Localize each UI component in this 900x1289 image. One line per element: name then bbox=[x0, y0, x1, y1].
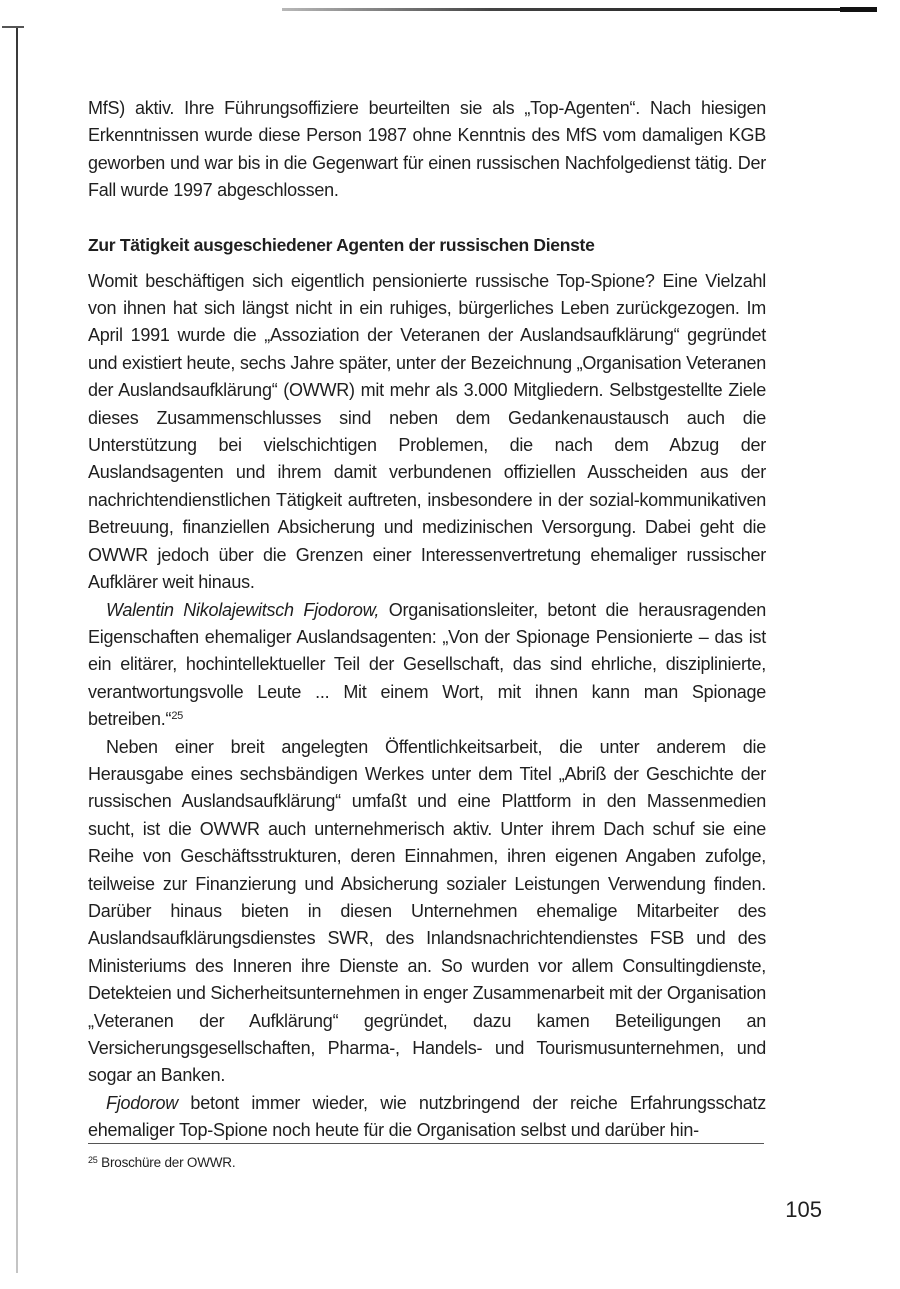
footnote bbox=[88, 1154, 235, 1172]
paragraph-fjodorow-quote-text: Organisationsleiter, betont die herausragenden Eigenschaften ehemaliger Auslandsagenten: „Von der Spionage Pensionierte – das ist ein elitärer, hochintellektueller Teil der Gesellschaft, das sind ehrliche, disziplinierte, verantwortungsvolle Leute ... Mit einem Wort, mit ihnen kann man Spionage betreiben.“ bbox=[88, 599, 766, 730]
paragraph-fjodorow-quote bbox=[88, 597, 766, 734]
body-text-column bbox=[88, 95, 766, 1145]
left-edge-rule bbox=[16, 28, 18, 1273]
heading-gap bbox=[88, 259, 766, 268]
paragraph-gap bbox=[88, 205, 766, 232]
footnote-marker: 25 bbox=[88, 1155, 98, 1165]
footnote-reference: 25 bbox=[171, 710, 184, 723]
page-number: 105 bbox=[785, 1197, 822, 1222]
person-name-fjodorow: Walentin Nikolajewitsch Fjodorow, bbox=[106, 599, 380, 620]
top-border-rule bbox=[282, 8, 877, 11]
section-heading: Zur Tätigkeit ausgeschiedener Agenten der russischen Dienste bbox=[88, 234, 595, 255]
left-edge-tick bbox=[2, 26, 24, 28]
paragraph-veterans-organisation: Womit beschäftigen sich eigentlich pensionierte russische Top-Spione? Eine Vielzahl von ihnen hat sich längst nicht in ein ruhiges, bürgerliches Leben zurückgezogen. Im April 1991 wurde die „Assoziation der Veteranen der Auslandsaufklärung“ gegründet und existiert heute, sechs Jahre später, unter der Bezeichnung „Organisation Veteranen der Auslandsaufklärung“ (OWWR) mit mehr als 3.000 Mitgliedern. Selbstgestellte Ziele dieses Zusammenschlusses sind neben dem Gedankenaustausch auch die Unterstützung bei vielschichtigen Problemen, die nach dem Abzug der Auslandsagenten und ihrem damit verbundenen offiziellen Ausscheiden aus der nachrichtendienstlichen Tätigkeit auftreten, insbesondere in der sozial-kommunikativen Betreuung, finanziellen Absicherung und medizinischen Versorgung. Dabei geht die OWWR jedoch über die Grenzen einer Interessenvertretung ehemaliger russischer Aufklärer weit hinaus. bbox=[88, 270, 766, 593]
footnote-separator bbox=[88, 1143, 764, 1144]
person-name-fjodorow-short: Fjodorow bbox=[106, 1092, 179, 1113]
footnote-text: Broschüre der OWWR. bbox=[97, 1155, 236, 1170]
paragraph-experience-text: betont immer wieder, wie nutzbringend der reiche Erfahrungsschatz ehemaliger Top-Spione noch heute für die Organisation selbst und darüber hin- bbox=[88, 1092, 766, 1141]
top-border-rule-end bbox=[840, 7, 877, 12]
paragraph-experience bbox=[88, 1090, 766, 1145]
paragraph-business-activities: Neben einer breit angelegten Öffentlichkeitsarbeit, die unter anderem die Herausgabe eines sechsbändigen Werkes unter dem Titel „Abriß der Geschichte der russischen Auslandsaufklärung“ umfaßt und eine Plattform in den Massenmedien sucht, ist die OWWR auch unternehmerisch aktiv. Unter ihrem Dach schuf sie eine Reihe von Geschäftsstrukturen, deren Einnahmen, ihren eigenen Angaben zufolge, teilweise zur Finanzierung und Absicherung sozialer Leistungen Verwendung finden. Darüber hinaus bieten in diesen Unternehmen ehemalige Mitarbeiter des Auslandsaufklärungsdienstes SWR, des Inlandsnachrichtendienstes FSB und des Ministeriums des Inneren ihre Dienste an. So wurden vor allem Consultingdienste, Detekteien und Sicherheitsunternehmen in enger Zusammenarbeit mit der Organisation „Veteranen der Aufklärung“ gegründet, dazu kamen Beteiligungen an Versicherungsgesellschaften, Pharma-, Handels- und Tourismusunternehmen, und sogar an Banken. bbox=[88, 736, 766, 1086]
paragraph-continuation: MfS) aktiv. Ihre Führungsoffiziere beurteilten sie als „Top-Agenten“. Nach hiesigen Erkenntnissen wurde diese Person 1987 ohne Kenntnis des MfS vom damaligen KGB geworben und war bis in die Gegenwart für einen russischen Nachfolgedienst tätig. Der Fall wurde 1997 abgeschlossen. bbox=[88, 98, 766, 201]
